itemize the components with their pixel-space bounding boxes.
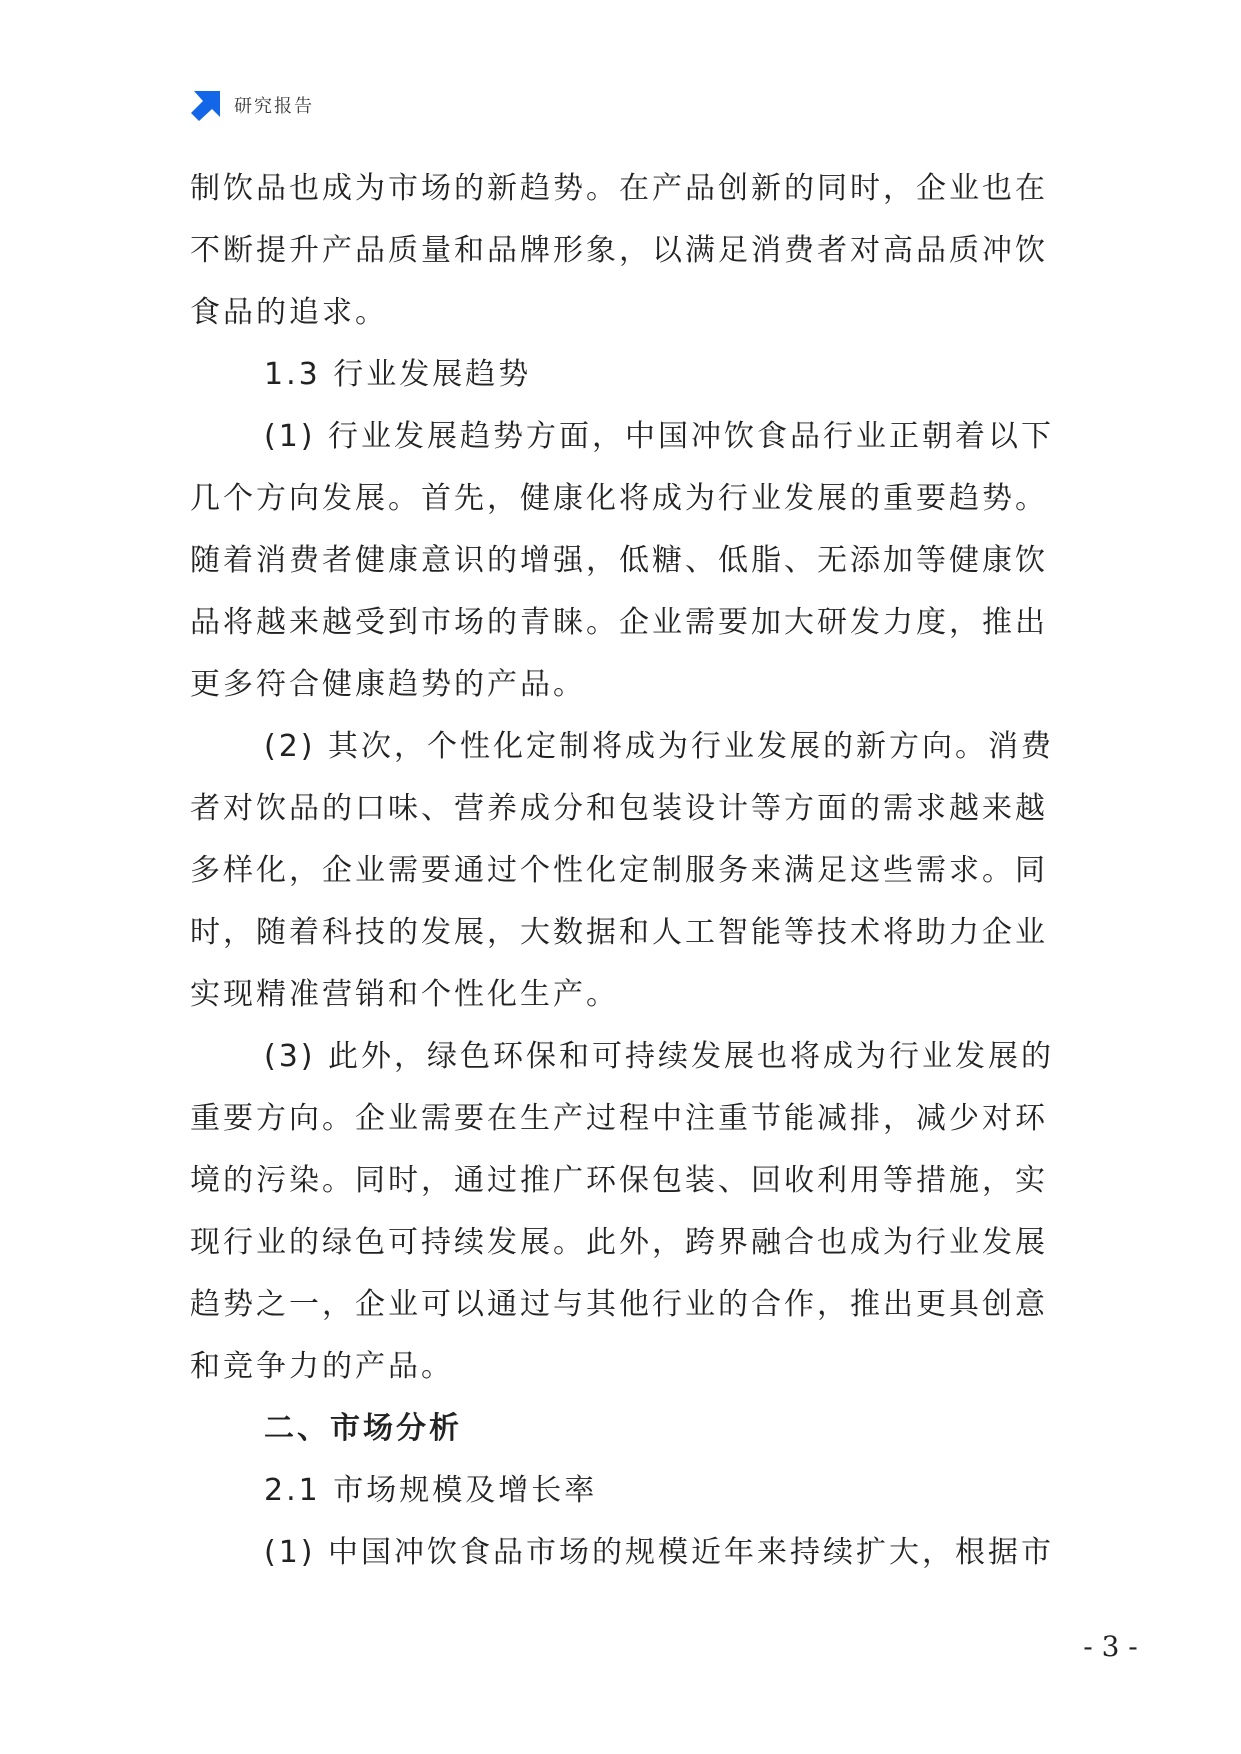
header-title: 研究报告 [234,96,314,117]
text-line: 和竞争力的产品。 [190,1349,454,1384]
paragraph-trend-1 [190,406,1060,716]
page-header [190,88,314,122]
chapter-heading-market-analysis: 二、市场分析 [264,1411,462,1446]
document-body [190,158,1060,1584]
text-line: 实现精准营销和个性化生产。 [190,977,619,1012]
text-line: (2) 其次，个性化定制将成为行业发展的新方向。消费 [264,729,1055,764]
text-line: 境的污染。同时，通过推广环保包装、回收利用等措施，实 [190,1163,1048,1198]
paragraph-continuation [190,158,1060,344]
text-line: 品将越来越受到市场的青睐。企业需要加大研发力度，推出 [190,605,1048,640]
page-number [0,1630,1241,1663]
text-line: 趋势之一，企业可以通过与其他行业的合作，推出更具创意 [190,1287,1048,1322]
text-line: 不断提升产品质量和品牌形象，以满足消费者对高品质冲饮 [190,233,1048,268]
section-heading-2-1: 2.1 市场规模及增长率 [264,1473,598,1508]
paragraph-market-size: (1) 中国冲饮食品市场的规模近年来持续扩大，根据市 [264,1535,1055,1570]
paragraph-trend-2 [190,716,1060,1026]
page-number-text: - 3 - [1083,1630,1138,1663]
text-line: (3) 此外，绿色环保和可持续发展也将成为行业发展的 [264,1039,1055,1074]
text-line: (1) 行业发展趋势方面，中国冲饮食品行业正朝着以下 [264,419,1055,454]
paragraph-trend-3 [190,1026,1060,1398]
text-line: 几个方向发展。首先，健康化将成为行业发展的重要趋势。 [190,481,1048,516]
text-line: 者对饮品的口味、营养成分和包装设计等方面的需求越来越 [190,791,1048,826]
text-line: 重要方向。企业需要在生产过程中注重节能减排，减少对环 [190,1101,1048,1136]
text-line: 食品的追求。 [190,295,388,330]
arrow-up-right-logo-icon [190,89,222,121]
text-line: 制饮品也成为市场的新趋势。在产品创新的同时，企业也在 [190,171,1048,206]
text-line: 随着消费者健康意识的增强，低糖、低脂、无添加等健康饮 [190,543,1048,578]
text-line: 现行业的绿色可持续发展。此外，跨界融合也成为行业发展 [190,1225,1048,1260]
section-heading-1-3: 1.3 行业发展趋势 [264,357,532,392]
text-line: 时，随着科技的发展，大数据和人工智能等技术将助力企业 [190,915,1048,950]
text-line: 更多符合健康趋势的产品。 [190,667,586,702]
text-line: 多样化，企业需要通过个性化定制服务来满足这些需求。同 [190,853,1048,888]
